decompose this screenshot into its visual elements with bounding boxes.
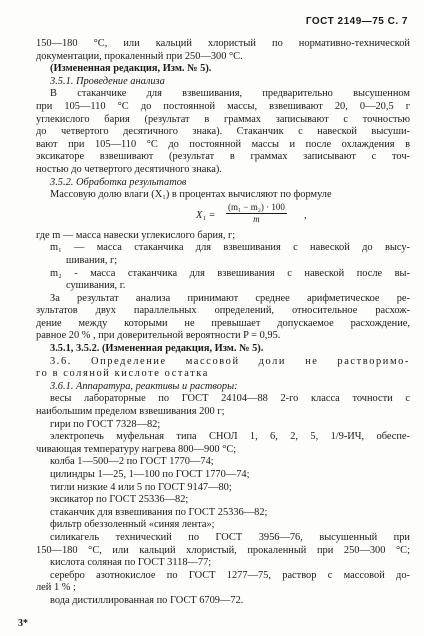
- list-item: колба 1—500—2 по ГОСТ 1770—74;: [50, 456, 214, 468]
- text-line: В стаканчике для взвешивания, предварительно высушенном: [50, 88, 410, 100]
- amendment-note: 3.5.1, 3.5.2. (Измененная редакция, Изм. № 5).: [50, 343, 264, 355]
- section-heading: 3.6.1. Аппаратура, реактивы и растворы:: [50, 380, 238, 392]
- section-heading: 3.6. Определение массовой доли не растворимо-: [50, 355, 410, 367]
- formula-fraction: [226, 202, 287, 225]
- text-line: За результат анализа принимают среднее арифметическое ре-: [50, 292, 410, 304]
- moisture-formula: [36, 202, 410, 230]
- section-heading: 3.5.1. Проведение анализа: [50, 75, 165, 87]
- section-heading: го в соляной кислоте остатка: [36, 368, 209, 380]
- text-line: при 105—110 °С до постоянной массы, взвешивают 20, 0—20,5 г: [36, 100, 410, 112]
- formula-tail: ,: [304, 209, 307, 221]
- list-item: лей 1 % ;: [36, 582, 76, 594]
- text-line: ностью до четвертого десятичного знака).: [36, 163, 222, 175]
- list-item: силикагель технический по ГОСТ 3956—76, высушенный при: [50, 531, 410, 543]
- list-item: серебро азотнокислое по ГОСТ 1277—75, раствор с массовой до-: [50, 569, 410, 581]
- text-line: дение между которыми не превышает допускаемое расхождение,: [36, 317, 410, 329]
- definition-line: сушивания, г.: [66, 280, 126, 292]
- list-item: весы лабораторные по ГОСТ 24104—88 2-го класса точности с: [50, 393, 410, 405]
- list-item: цилиндры 1—25, 1—100 по ГОСТ 1770—74;: [50, 469, 250, 480]
- text-line: зультатов двух параллельных определений, относительное расхож-: [36, 305, 410, 317]
- list-item: тигли низкие 4 или 5 по ГОСТ 9147—80;: [50, 481, 232, 493]
- text-line: документации, прокаленный при 250—300 °С.: [36, 50, 243, 62]
- definition-line: m₂ - масса стаканчика для взвешивания с навеской после вы-: [50, 267, 410, 279]
- list-item: вода дистиллированная по ГОСТ 6709—72.: [50, 594, 244, 606]
- amendment-note: (Измененная редакция, Изм. № 5).: [50, 63, 212, 75]
- list-item: кислота соляная по ГОСТ 3118—77;: [50, 557, 212, 569]
- page-mark: 3*: [18, 618, 28, 629]
- formula-numerator: (m₁ − m₂) · 100: [228, 201, 285, 212]
- text-line: углекислого бария (результат в граммах записывают с точностью: [36, 113, 410, 125]
- list-item: гири по ГОСТ 7328—82;: [50, 418, 161, 430]
- text-line: Массовую долю влаги (X₁) в процентах вычисляют по формуле: [50, 189, 332, 201]
- document-body: [36, 38, 410, 608]
- formula-denominator: m: [253, 213, 260, 224]
- list-item: фильтр обеззоленный «синяя лента»;: [50, 519, 215, 531]
- list-item: электропечь муфельная типа СНОЛ 1, 6, 2, 5, 1/9-ИЧ, обеспе-: [50, 431, 410, 443]
- list-item: эксикатор по ГОСТ 25336—82;: [50, 494, 189, 506]
- text-line: эксикаторе взвешивают (результат в граммах записывают с точ-: [36, 151, 410, 163]
- definition-line: шивания, г;: [66, 254, 118, 266]
- text-line: до четвертого десятичного знака). Стаканчик с навеской высуши-: [36, 126, 410, 138]
- section-heading: 3.5.2. Обработка результатов: [50, 176, 187, 188]
- list-item: стаканчик для взвешивания по ГОСТ 25336—82;: [50, 506, 268, 518]
- text-line: равное 20 % , при доверительной вероятности P = 0,95.: [36, 330, 281, 342]
- definition-line: m₁ — масса стаканчика для взвешивания с навеской до высу-: [50, 242, 410, 254]
- formula-lhs: X₁ =: [196, 209, 216, 221]
- definition-line: где m — масса навески углекислого бария, г;: [36, 229, 236, 241]
- text-line: 150—180 °С, или кальций хлористый по нормативно-технической: [36, 38, 410, 49]
- text-line: вают при 105—110 °С до постоянной массы и после охлаждения в: [36, 138, 410, 150]
- list-item: 150—180 °С, или кальций хлористый, прокаленный при 250—300 °С;: [36, 544, 410, 556]
- page-header: ГОСТ 2149—75 С. 7: [305, 16, 408, 27]
- list-item: чивающая температуру нагрева 800—900 °С;: [36, 443, 237, 455]
- list-item: наибольшим пределом взвешивания 200 г;: [36, 406, 225, 418]
